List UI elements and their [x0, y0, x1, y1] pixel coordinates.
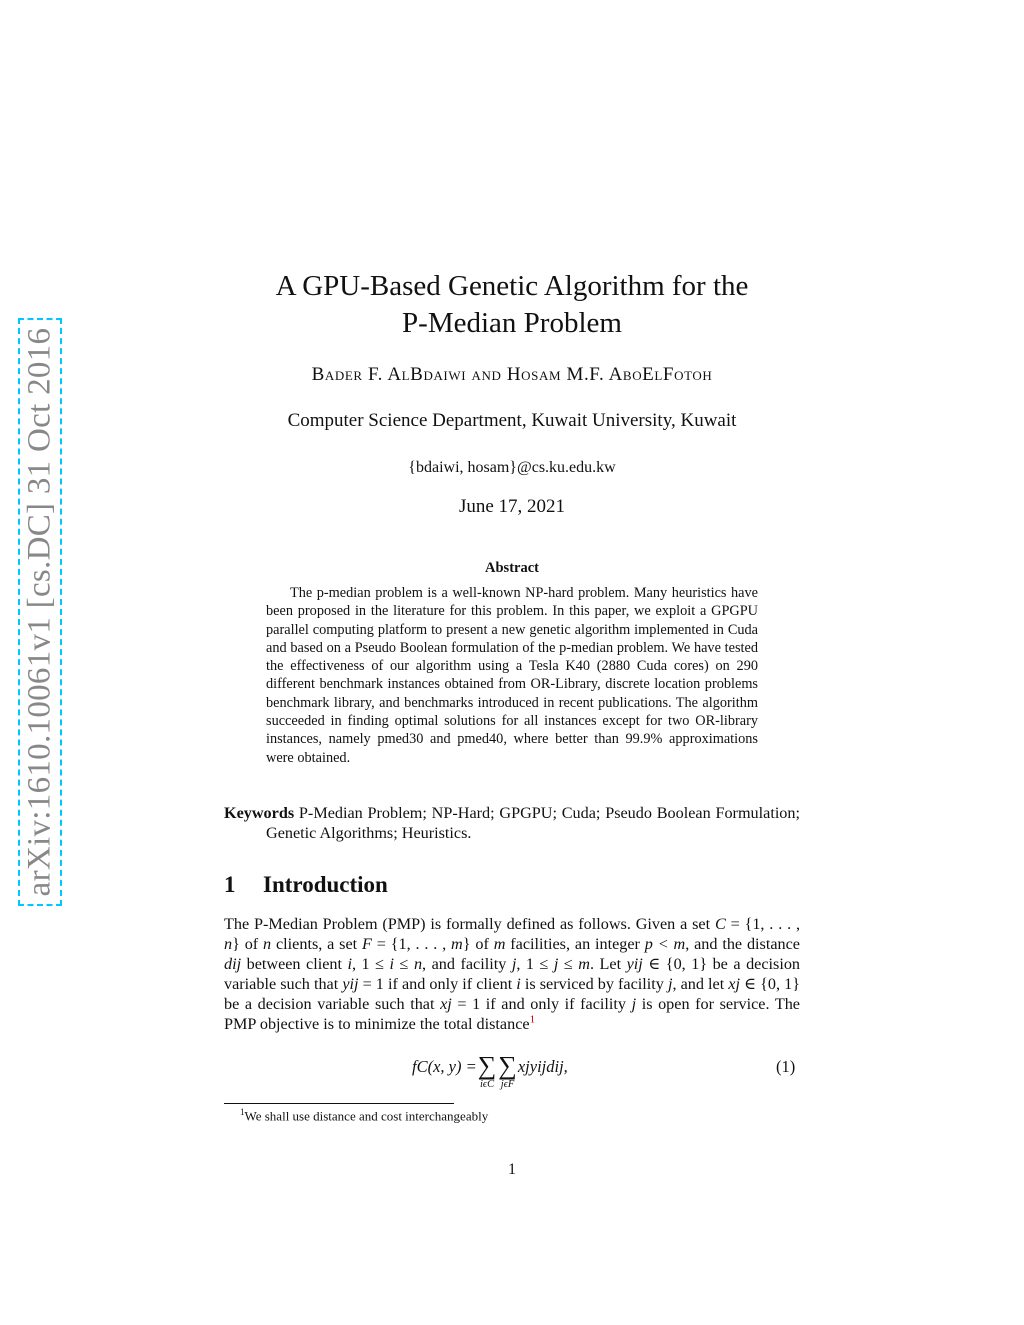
sum-index-clients: iϵC: [479, 1079, 495, 1090]
sum-symbol: ∑: [477, 1051, 497, 1080]
keywords-label: Keywords: [224, 804, 295, 822]
sum-index-facilities: jϵF: [500, 1079, 515, 1090]
title-line-1: A GPU-Based Genetic Algorithm for the: [275, 270, 749, 302]
sum-over-clients: [478, 1053, 497, 1090]
section-heading: [224, 872, 388, 898]
arxiv-stamp: [18, 318, 62, 906]
equation-1: [412, 1053, 568, 1090]
equation-number: (1): [776, 1057, 796, 1076]
footnote-divider: [224, 1103, 454, 1104]
section-title: Introduction: [263, 872, 388, 897]
arxiv-identifier[interactable]: arXiv:1610.10061v1 [cs.DC] 31 Oct 2016: [21, 327, 58, 897]
page-number: 1: [508, 1161, 516, 1178]
keywords-text: P-Median Problem; NP-Hard; GPGPU; Cuda; Pseudo Boolean Formulation; Genetic Algorithms; Heuristics.: [266, 804, 800, 842]
title-line-2: P-Median Problem: [402, 307, 622, 339]
abstract-body: The p-median problem is a well-known NP-hard problem. Many heuristics have been proposed in the literature for this problem. In this paper, we exploit a GPGPU parallel computing platform to present a new genetic algorithm implemented in Cuda and based on a Pseudo Boolean formulation of the p-median problem. We have tested the effectiveness of our algorithm using a Tesla K40 (2880 Cuda cores) on 290 different benchmark instances obtained from OR-Library, discrete location problems benchmark library, and benchmarks introduced in recent publications. The algorithm succeeded in finding optimal solutions for all instances except for two OR-library instances, namely pmed30 and pmed40, where better than 99.9% approximations were obtained.: [266, 585, 758, 766]
equation-lhs: fC(x, y) =: [412, 1057, 477, 1076]
paper-title: [180, 268, 844, 342]
sum-over-facilities: [498, 1053, 517, 1090]
affiliation: Computer Science Department, Kuwait University, Kuwait: [287, 410, 737, 431]
sum-symbol: ∑: [498, 1051, 517, 1080]
keywords: [224, 803, 800, 843]
footnote-text: We shall use distance and cost interchangeably: [244, 1108, 489, 1124]
footnote: [240, 1107, 488, 1124]
footnote-mark: 1: [240, 1107, 245, 1117]
abstract-heading: Abstract: [485, 560, 539, 576]
date: June 17, 2021: [458, 496, 566, 517]
email: {bdaiwi, hosam}@cs.ku.edu.kw: [408, 459, 616, 476]
authors: Bader F. AlBdaiwi and Hosam M.F. AboElFotoh: [311, 364, 713, 385]
footnote-link[interactable]: 1: [529, 1013, 536, 1026]
section-number: 1: [224, 872, 236, 897]
intro-paragraph: The P-Median Problem (PMP) is formally defined as follows. Given a set C = {1, . . . , n} of n clients, a set F = {1, . . . , m} of m facilities, an integer p < m, and the distance dij between client i, 1 ≤ i ≤ n, and facility j, 1 ≤ j ≤ m. Let yij ∈ {0, 1} be a decision variable such that yij = 1 if and only if client i is serviced by facility j, and let xj ∈ {0, 1} be a decision variable such that xj = 1 if and only if facility j is open for service. The PMP objective is to minimize the total distance$^1$: [224, 915, 801, 1033]
equation-rhs: xjyijdij,: [517, 1057, 568, 1076]
